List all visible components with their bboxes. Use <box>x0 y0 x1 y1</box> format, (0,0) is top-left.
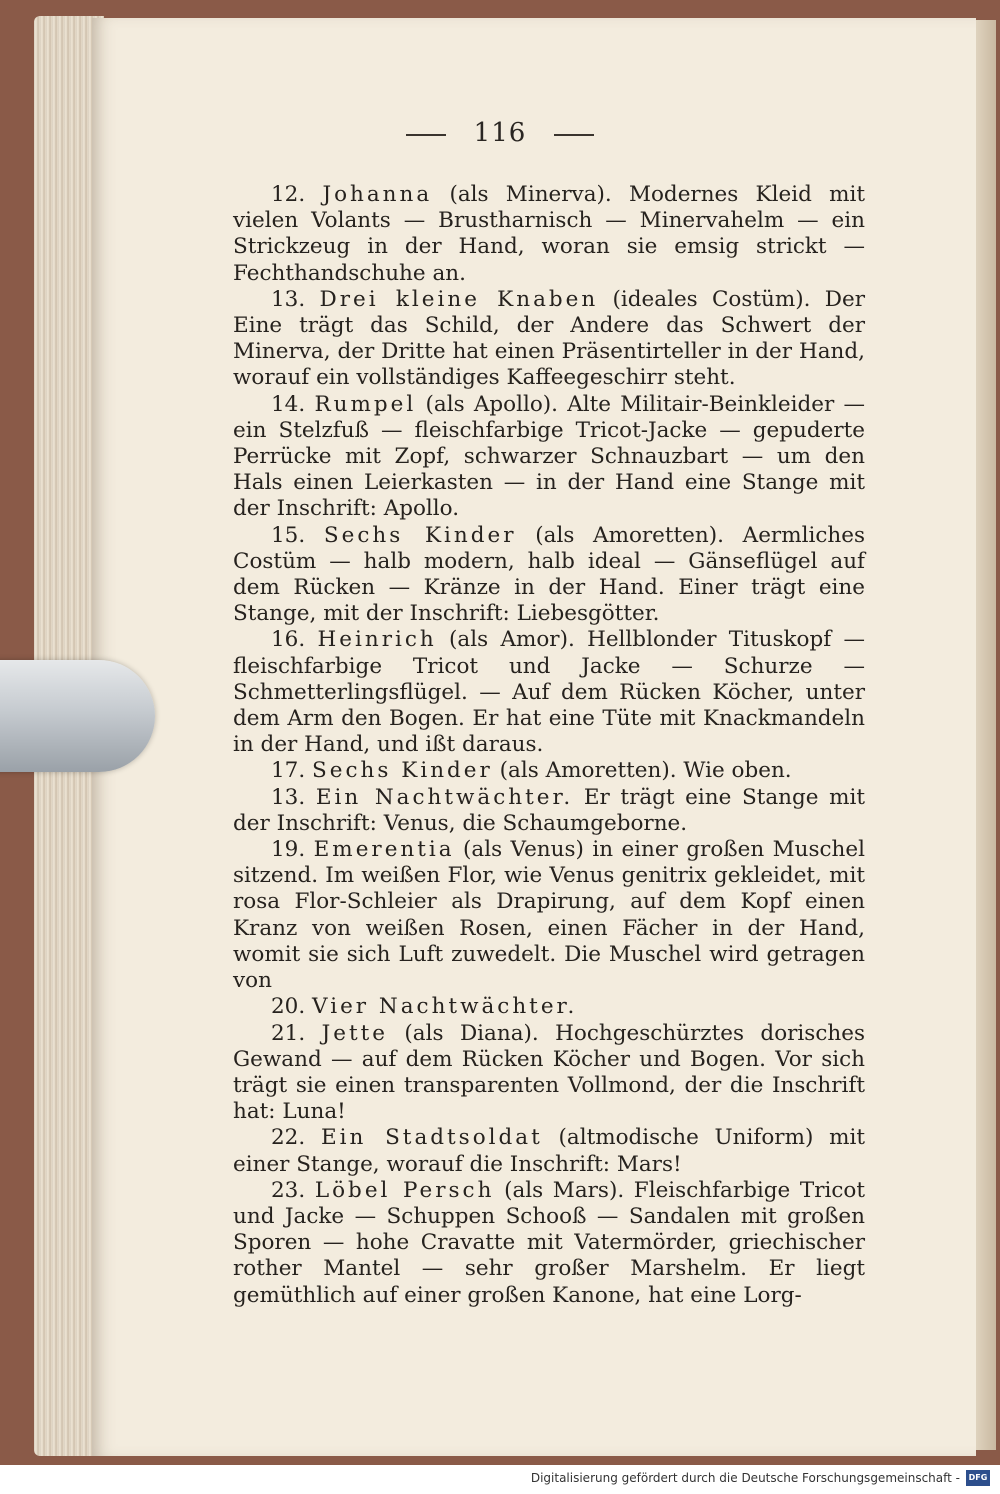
entry-number: 19. <box>271 837 306 863</box>
entry-text: (als Amoretten). Wie oben. <box>499 758 792 784</box>
page-header <box>0 118 1000 158</box>
entry-name: Johanna <box>322 182 433 207</box>
body-text <box>233 182 865 1309</box>
paragraph <box>233 182 865 287</box>
footer-bar <box>0 1465 1000 1494</box>
entry-number: 16. <box>271 627 306 653</box>
entry-number: 15. <box>271 522 306 548</box>
entry-text: (als Apollo). Alte Militair-Beinkleider — ein Stelzfuß — fleischfarbige Tricot-Jacke — gepuderte Perrücke mit Zopf, schwarzer Schnauzbart — um den Hals einen Leierkasten — in der Hand eine Stange mit der Inschrift: Apollo. <box>233 391 866 522</box>
paragraph <box>233 1125 865 1177</box>
entry-name: Rumpel <box>314 391 417 417</box>
entry-text: (als Amoretten). Aermliches Costüm — halb modern, halb ideal — Gänseflügel auf dem Rücken — Kränze in der Hand. Einer trägt eine Stange, mit der Inschrift: Liebesgötter. <box>233 522 865 627</box>
entry-name: Sechs Kinder <box>312 758 493 784</box>
dfg-logo: DFG <box>966 1470 990 1486</box>
entry-text: (als Venus) in einer großen Muschel sitzend. Im weißen Flor, wie Venus genitrix gekleidet, mit rosa Flor-Schleier als Drapirung, auf dem Kopf einen Kranz von weißen Rosen, einen Fächer in der Hand, womit sie sich Luft zuwedelt. Die Muschel wird getragen von <box>233 837 865 994</box>
entry-number: 13. <box>271 784 306 810</box>
paragraph <box>233 758 865 784</box>
paragraph <box>233 392 865 523</box>
entry-name: Ein Stadtsoldat <box>320 1125 543 1151</box>
entry-text: (ideales Costüm). Der Eine trägt das Schild, der Andere das Schwert der Minerva, der Dritte hat einen Präsentirteller in der Hand, worauf ein vollständiges Kaffeegeschirr steht. <box>233 286 865 391</box>
entry-name: Jette <box>321 1020 388 1046</box>
entry-number: 13. <box>271 286 306 312</box>
paragraph <box>233 785 865 837</box>
scanner-clamp <box>0 660 155 772</box>
entry-number: 12. <box>271 182 306 207</box>
paragraph <box>233 837 865 994</box>
entry-text: (als Amor). Hellblonder Tituskopf — fleischfarbige Tricot und Jacke — Schurze — Schmetterlingsflügel. — Auf dem Rücken Köcher, unter dem Arm den Bogen. Er hat eine Tüte mit Knackmandeln in der Hand, und ißt daraus. <box>233 627 865 758</box>
paragraph <box>233 627 865 758</box>
entry-number: 14. <box>271 391 306 417</box>
funding-credit: Digitalisierung gefördert durch die Deutsche Forschungsgemeinschaft - <box>530 1471 960 1485</box>
entry-text: (altmodische Uniform) mit einer Stange, worauf die Inschrift: Mars! <box>233 1125 865 1177</box>
entry-name: Sechs Kinder <box>323 522 517 548</box>
entry-text: Er trägt eine Stange mit der Inschrift: Venus, die Schaumgeborne. <box>233 784 865 836</box>
entry-text: (als Minerva). Modernes Kleid mit vielen Volants — Brustharnisch — Minervahelm — ein Strickzeug in der Hand, woran sie emsig strickt — Fechthandschuhe an. <box>233 182 865 286</box>
entry-name: Drei kleine Knaben <box>319 286 599 312</box>
page-number: 116 <box>473 118 527 148</box>
entry-name: Löbel Persch <box>314 1177 495 1203</box>
ornament-left <box>406 132 446 136</box>
entry-number: 20. <box>271 994 306 1020</box>
entry-name: Heinrich <box>317 627 437 653</box>
paragraph <box>233 1021 865 1126</box>
paragraph <box>233 994 865 1020</box>
entry-text: (als Mars). Fleischfarbige Tricot und Jacke — Schuppen Schooß — Sandalen mit großen Sporen — hohe Cravatte mit Vatermörder, griechischer rother Mantel — sehr großer Marshelm. Er liegt gemüthlich auf einer großen Kanone, hat eine Lorg- <box>233 1177 866 1308</box>
entry-number: 17. <box>271 758 306 784</box>
paragraph <box>233 287 865 392</box>
paragraph <box>233 523 865 628</box>
paragraph <box>233 1178 865 1309</box>
entry-name: Ein Nachtwächter. <box>315 784 574 810</box>
entry-number: 23. <box>271 1177 306 1203</box>
entry-number: 22. <box>271 1125 306 1151</box>
entry-name: Vier Nachtwächter. <box>312 994 578 1020</box>
ornament-right <box>554 132 594 136</box>
entry-number: 21. <box>271 1020 306 1046</box>
entry-name: Emerentia <box>313 837 455 863</box>
entry-text: (als Diana). Hochgeschürztes dorisches Gewand — auf dem Rücken Köcher und Bogen. Vor sich trägt sie einen transparenten Vollmond, der die Inschrift hat: Luna! <box>233 1020 865 1125</box>
